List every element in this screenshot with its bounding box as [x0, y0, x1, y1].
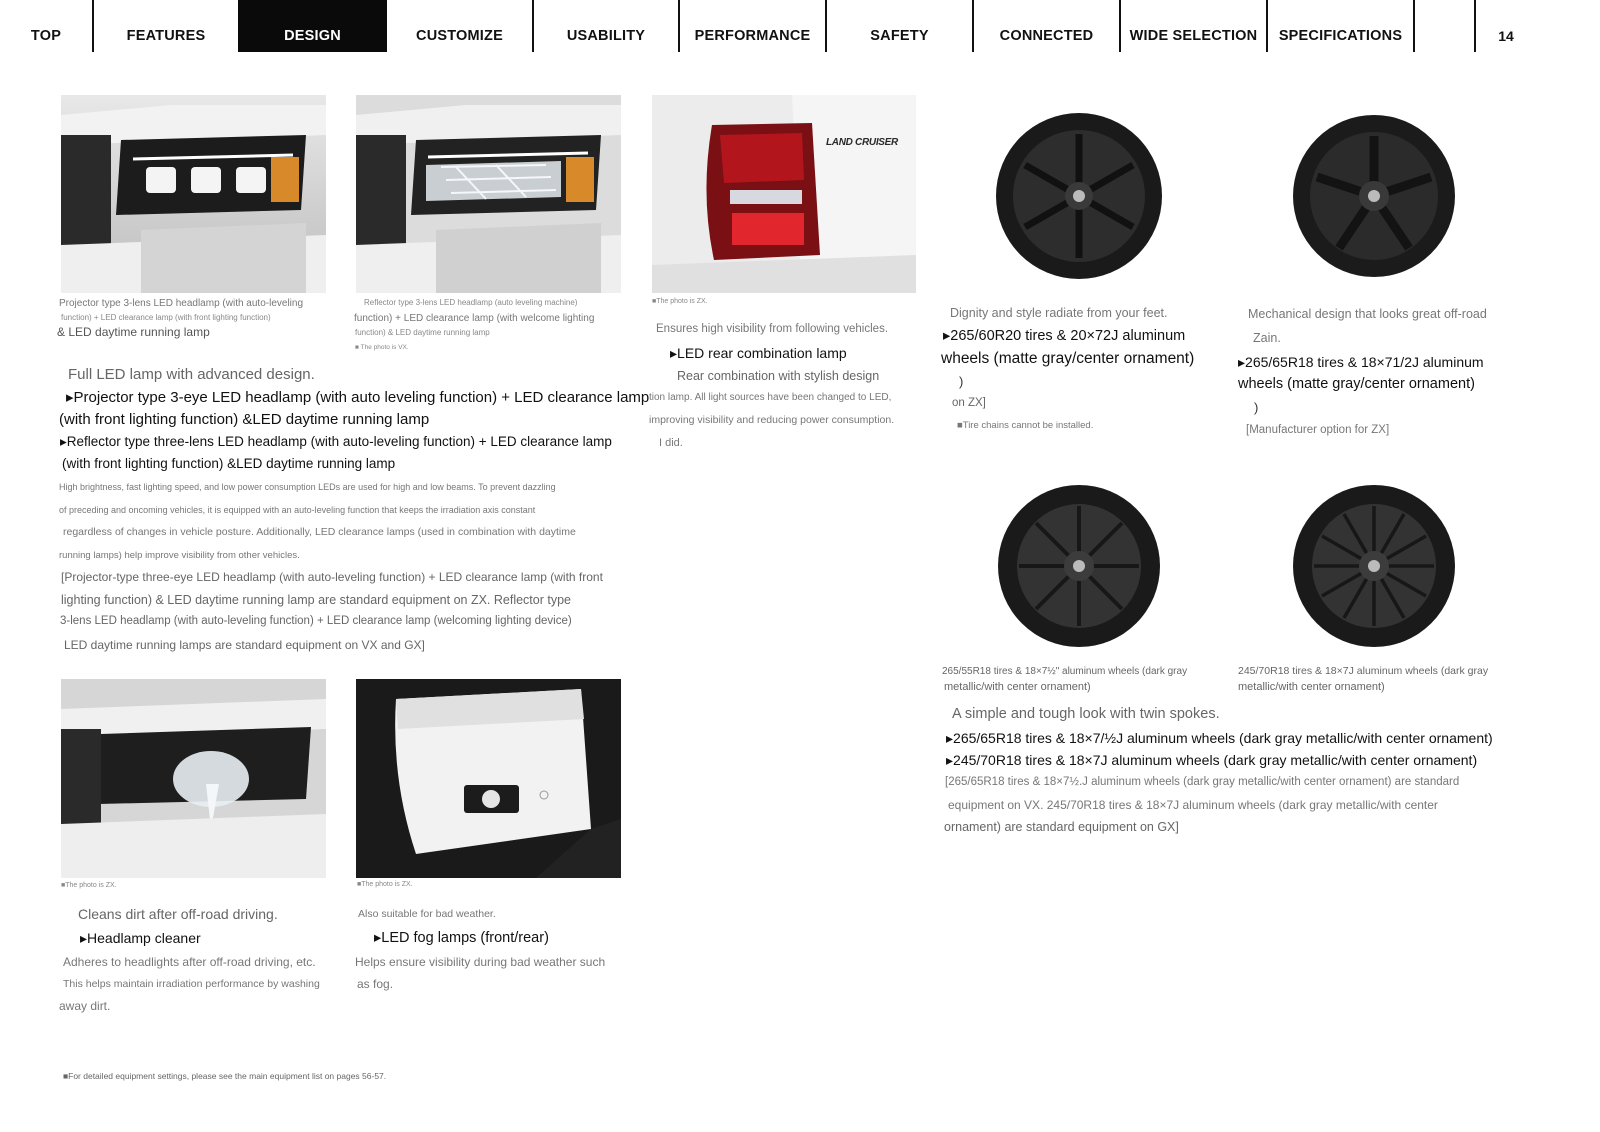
wheel-265-55r18-dark-gray — [997, 484, 1161, 648]
headlamp-standard-note: [Projector-type three-eye LED headlamp (with auto-leveling function) + LED clearance lamp (with front — [61, 570, 603, 584]
wheel-zx-item: ▸265/60R20 tires & 20×72J aluminum — [943, 328, 1186, 344]
reflector-headlamp-caption: function) + LED clearance lamp (with welcome lighting — [354, 313, 595, 324]
wheel-option-note: [Manufacturer option for ZX] — [1246, 424, 1390, 436]
wheel-caption-right: 245/70R18 tires & 18×7J aluminum wheels (dark gray — [1238, 665, 1489, 677]
fog-description: as fog. — [357, 977, 394, 991]
fog-lead: Also suitable for bad weather. — [358, 908, 496, 920]
headlamp-standard-note: lighting function) & LED daytime running lamp are standard equipment on ZX. Reflector type — [61, 593, 571, 607]
photo-note: ■The photo is ZX. — [652, 298, 708, 305]
fog-item: ▸LED fog lamps (front/rear) — [374, 930, 549, 946]
page-number: 14 — [1498, 28, 1514, 44]
reflector-headlamp-caption: function) & LED daytime running lamp — [355, 328, 490, 337]
rear-lamp-description: tion lamp. All light sources have been changed to LED, — [649, 392, 892, 403]
nav-tab-performance[interactable]: PERFORMANCE — [694, 28, 811, 44]
tire-chain-note: ■Tire chains cannot be installed. — [957, 420, 1094, 431]
photo-note: ■ The photo is VX. — [355, 344, 409, 351]
wheel-twin-spoke-item: ▸265/65R18 tires & 18×7/½J aluminum wheels (dark gray metallic/with center ornament) — [946, 730, 1493, 746]
nav-divider — [1413, 0, 1415, 52]
land-cruiser-badge: LAND CRUISER — [826, 137, 898, 148]
wheel-zx-model: on ZX] — [952, 397, 986, 409]
nav-tab-wide-selection[interactable]: WIDE SELECTION — [1129, 28, 1258, 44]
wheel-zx-item: wheels (matte gray/center ornament) — [941, 350, 1195, 367]
rear-lamp-sub: Rear combination with stylish design — [677, 369, 880, 383]
nav-tab-customize[interactable]: CUSTOMIZE — [416, 28, 503, 44]
nav-tab-safety[interactable]: SAFETY — [870, 28, 929, 44]
headlamp-item-reflector: ▸Reflector type three-lens LED headlamp (with auto-leveling function) + LED clearance lamp — [60, 434, 612, 449]
rear-lamp-lead: Ensures high visibility from following vehicles. — [656, 323, 889, 335]
wheel-option-lead: Mechanical design that looks great off-road — [1248, 307, 1487, 321]
wheel-twin-spoke-item: ▸245/70R18 tires & 18×7J aluminum wheels (dark gray metallic/with center ornament) — [946, 752, 1478, 768]
cleaner-description: away dirt. — [59, 999, 111, 1013]
projector-headlamp-caption: Projector type 3-lens LED headlamp (with auto-leveling — [59, 298, 304, 309]
headlamp-description: of preceding and oncoming vehicles, it is equipped with an auto-leveling function that keeps the irradiation axis constant — [59, 505, 536, 515]
wheel-option-item: wheels (matte gray/center ornament) — [1238, 376, 1475, 392]
wheel-standard-note: [265/65R18 tires & 18×7½.J aluminum wheels (dark gray metallic/with center ornament) are standard — [945, 776, 1460, 788]
headlamp-description: running lamps) help improve visibility from other vehicles. — [59, 550, 300, 561]
projector-headlamp-caption: & LED daytime running lamp — [57, 325, 210, 339]
wheel-caption-left: metallic/with center ornament) — [944, 681, 1091, 693]
wheel-option-paren: ) — [1254, 400, 1259, 415]
wheel-zx-paren: ) — [959, 374, 964, 389]
wheel-zx-lead: Dignity and style radiate from your feet. — [950, 306, 1168, 320]
rear-lamp-description: improving visibility and reducing power consumption. — [649, 414, 895, 426]
wheel-20inch-matte-gray — [995, 112, 1163, 280]
headlamp-item-projector: ▸Projector type 3-eye LED headlamp (with auto leveling function) + LED clearance lamp — [66, 389, 650, 406]
projector-headlamp-caption: function) + LED clearance lamp (with front lighting function) — [61, 313, 271, 322]
headlamp-lead: Full LED lamp with advanced design. — [68, 366, 315, 383]
nav-tab-specifications[interactable]: SPECIFICATIONS — [1278, 28, 1403, 44]
nav-tab-usability[interactable]: USABILITY — [566, 28, 646, 44]
headlamp-cleaner-photo — [61, 679, 326, 878]
photo-note: ■The photo is ZX. — [357, 881, 413, 888]
headlamp-standard-note: 3-lens LED headlamp (with auto-leveling function) + LED clearance lamp (welcoming lighting device) — [60, 615, 572, 627]
rear-lamp-description: I did. — [659, 437, 683, 449]
projector-headlamp-photo — [61, 95, 326, 293]
wheel-option-lead: Zain. — [1253, 331, 1281, 345]
wheel-twin-spoke-lead: A simple and tough look with twin spokes. — [952, 706, 1220, 722]
top-navigation — [0, 0, 1600, 52]
wheel-caption-left: 265/55R18 tires & 18×7½" aluminum wheels (dark gray — [942, 666, 1188, 677]
headlamp-description: regardless of changes in vehicle posture. Additionally, LED clearance lamps (used in combination with daytime — [63, 526, 576, 538]
wheel-18inch-matte-gray — [1292, 114, 1456, 278]
headlamp-item-projector: (with front lighting function) &LED daytime running lamp — [59, 411, 430, 428]
wheel-option-item: ▸265/65R18 tires & 18×71/2J aluminum — [1238, 354, 1484, 370]
rear-lamp-item: ▸LED rear combination lamp — [670, 345, 847, 361]
headlamp-item-reflector: (with front lighting function) &LED daytime running lamp — [62, 456, 396, 471]
nav-tab-top[interactable]: TOP — [30, 28, 62, 44]
nav-tab-features[interactable]: FEATURES — [126, 28, 206, 44]
photo-note: ■The photo is ZX. — [61, 882, 117, 889]
nav-tab-connected[interactable]: CONNECTED — [999, 28, 1094, 44]
rear-combination-lamp-photo — [652, 95, 916, 293]
reflector-headlamp-photo — [356, 95, 621, 293]
fog-lamp-photo — [356, 679, 621, 878]
cleaner-item: ▸Headlamp cleaner — [80, 930, 201, 946]
wheel-caption-right: metallic/with center ornament) — [1238, 681, 1385, 693]
headlamp-description: High brightness, fast lighting speed, and low power consumption LEDs are used for high and low beams. To prevent dazzling — [59, 482, 556, 492]
cleaner-description: This helps maintain irradiation performance by washing — [63, 978, 320, 990]
nav-tab-design[interactable]: DESIGN — [238, 0, 387, 52]
cleaner-description: Adheres to headlights after off-road driving, etc. — [63, 955, 316, 969]
fog-description: Helps ensure visibility during bad weather such — [355, 955, 606, 969]
reflector-headlamp-caption: Reflector type 3-lens LED headlamp (auto leveling machine) — [364, 298, 578, 307]
wheel-245-70r18-dark-gray — [1292, 484, 1456, 648]
cleaner-lead: Cleans dirt after off-road driving. — [78, 906, 278, 922]
footer-note: ■For detailed equipment settings, please see the main equipment list on pages 56-57. — [63, 1071, 387, 1081]
headlamp-standard-note: LED daytime running lamps are standard equipment on VX and GX] — [64, 638, 425, 652]
wheel-standard-note: ornament) are standard equipment on GX] — [944, 820, 1179, 834]
wheel-standard-note: equipment on VX. 245/70R18 tires & 18×7J aluminum wheels (dark gray metallic/with center — [948, 798, 1438, 812]
